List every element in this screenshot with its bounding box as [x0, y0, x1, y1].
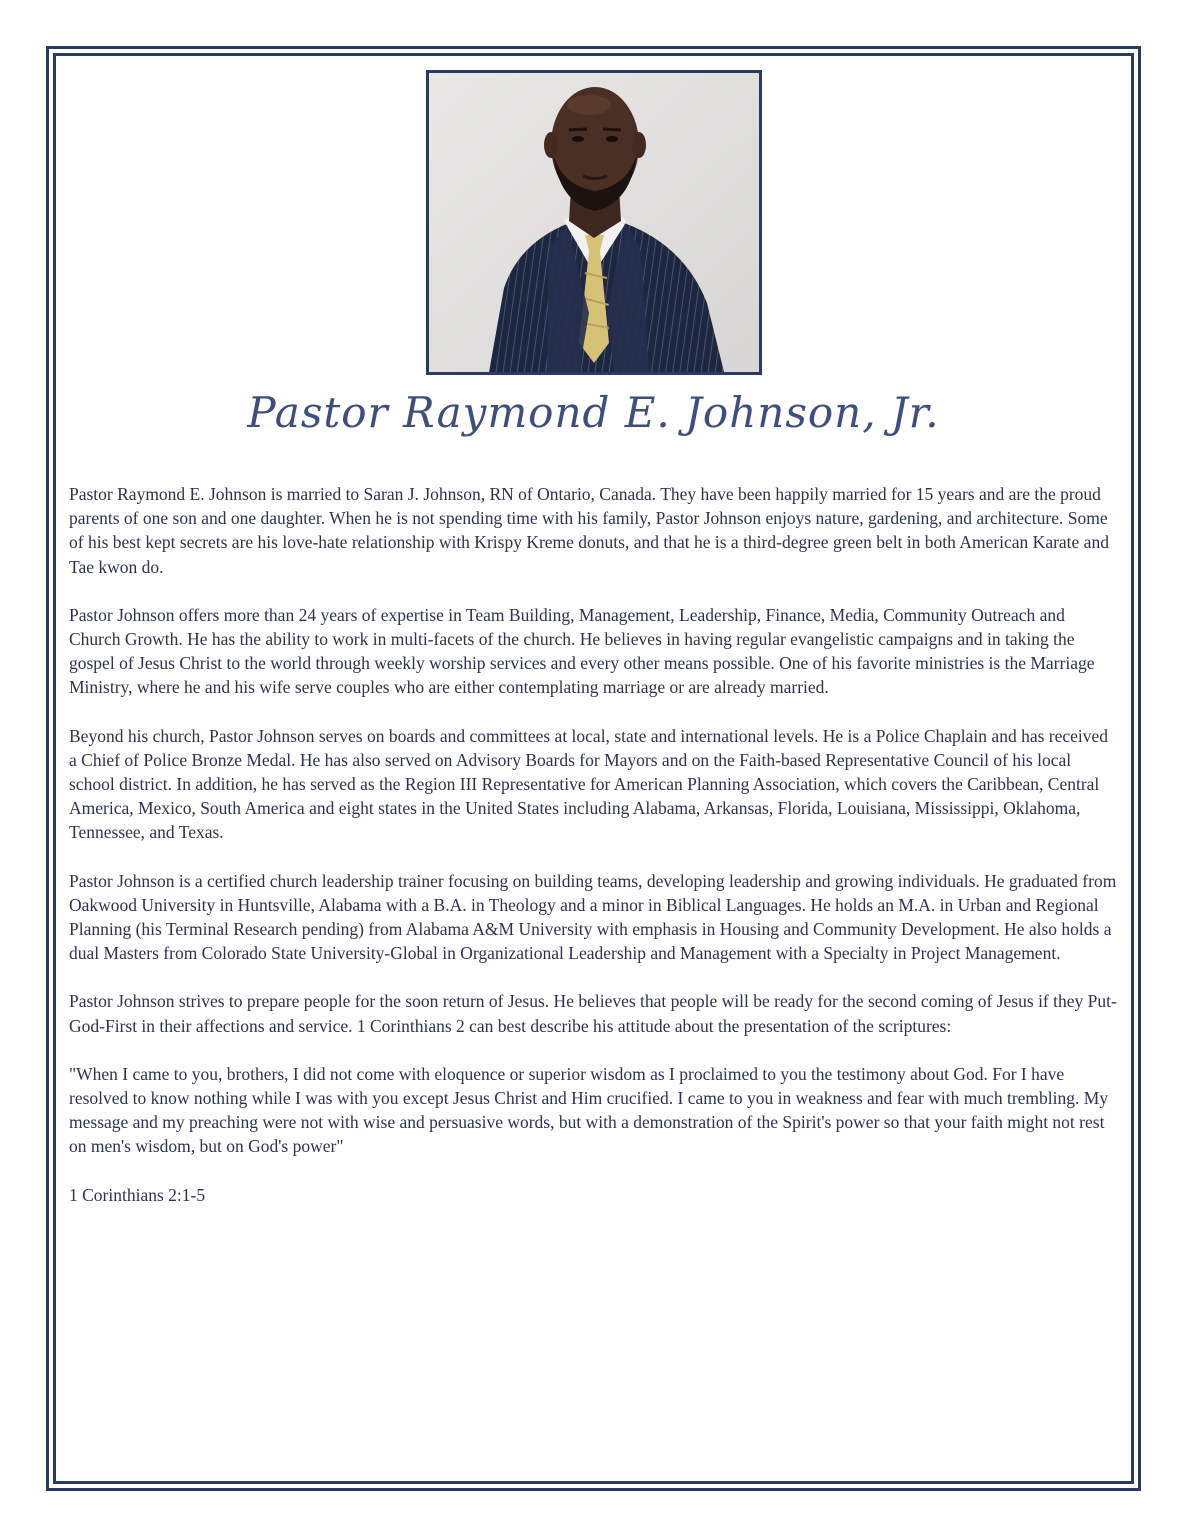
- portrait-photo-icon: [429, 73, 759, 372]
- bio-paragraph-mission: Pastor Johnson strives to prepare people for the soon return of Jesus. He believes that people will be ready for the second coming of Jesus if they Put-God-First in their affections and service. 1 Corinthians 2 can best describe his attitude about the presentation of the scriptures:: [69, 991, 1117, 1036]
- bio-paragraph-expertise: Pastor Johnson offers more than 24 years of expertise in Team Building, Management, Leadership, Finance, Media, Community Outreach and Church Growth. He has the ability to work in multi-facets of the church. He believes in having regular evangelistic campaigns and in taking the gospel of Jesus Christ to the world through weekly worship services and every other means possible. One of his favorite ministries is the Marriage Ministry, where he and his wife serve couples who are either contemplating marriage or are already married.: [69, 604, 1095, 698]
- bio-paragraph-family: Pastor Raymond E. Johnson is married to Saran J. Johnson, RN of Ontario, Canada. They have been happily married for 15 years and are the proud parents of one son and one daughter. When he is not spending time with his family, Pastor Johnson enjoys nature, gardening, and architecture. Some of his best kept secrets are his love-hate relationship with Krispy Kreme donuts, and that he is a third-degree green belt in both American Karate and Tae kwon do.: [69, 484, 1109, 577]
- bio-paragraph-service: Beyond his church, Pastor Johnson serves on boards and committees at local, state and international levels. He is a Police Chaplain and has received a Chief of Police Bronze Medal. He has also served on Advisory Boards for Mayors and on the Faith-based Representative Council of his local school district. In addition, he has served as the Region III Representative for American Planning Association, which covers the Caribbean, Central America, Mexico, South America and eight states in the United States including Alabama, Arkansas, Florida, Louisiana, Mississippi, Oklahoma, Tennessee, and Texas.: [69, 725, 1109, 843]
- scripture-quote: "When I came to you, brothers, I did not come with eloquence or superior wisdom as I proclaimed to you the testimony about God. For I have resolved to know nothing while I was with you except Jesus Christ and Him crucified. I came to you in weakness and fear with much trembling. My message and my preaching were not with wise and persuasive words, but with a demonstration of the Spirit's power so that your faith might not rest on men's wisdom, but on God's power": [69, 1063, 1109, 1157]
- biography: [69, 482, 1117, 1231]
- scripture-reference: 1 Corinthians 2:1-5: [69, 1184, 206, 1205]
- pastor-name-title: Pastor Raymond E. Johnson, Jr.: [247, 388, 940, 437]
- bio-paragraph-education: Pastor Johnson is a certified church leadership trainer focusing on building teams, developing leadership and growing individuals. He graduated from Oakwood University in Huntsville, Alabama with a B.A. in Theology and a minor in Biblical Languages. He holds an M.A. in Urban and Regional Planning (his Terminal Research pending) from Alabama A&M University with emphasis in Housing and Community Development. He also holds a dual Masters from Colorado State University-Global in Organizational Leadership and Management with a Specialty in Project Management.: [69, 870, 1117, 964]
- portrait-photo: [426, 70, 762, 375]
